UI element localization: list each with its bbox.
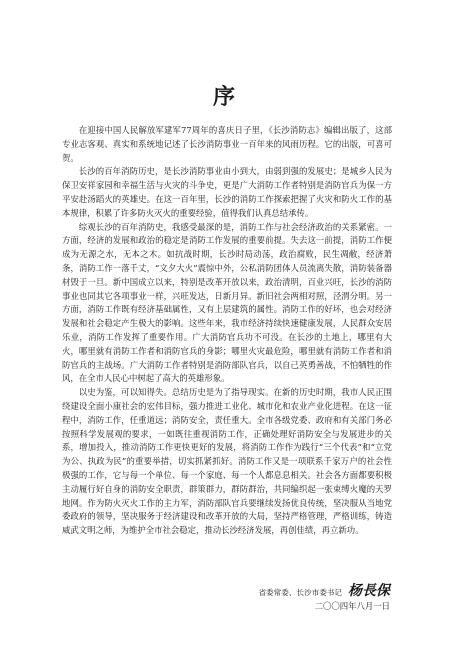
page-title: 序 [212,84,237,110]
preface-body [62,124,392,538]
paragraph: 长沙的百年消防历史，是长沙消防事业由小到大，由弱到强的发展史；是城乡人民为保卫安祥家园和幸福生活与火灾的斗争史，更是广大消防工作者特别是消防官兵为保一方平安赴汤蹈火的英雄史。在这一百年里，长沙的消防工作探索把握了火灾和防火工作的基本规律，积累了许多防火灭火的重要经验，值得我们认真总结承传。 [62,166,392,218]
paragraph: 在迎接中国人民解放军建军77周年的喜庆日子里，《长沙消防志》编辑出版了，这部专业志客观、真实和系统地记述了长沙消防事业一百年来的风雨历程。它的出版，可喜可贺。 [62,125,392,163]
paragraph: 综观长沙的百年消防史，我感受最深的是，消防工作与社会经济政治的关系紧密。一方面，经济的发展和政治的稳定是消防工作发展的重要前提。失去这一前提，消防工作便成为无源之水，无本之木。如抗战时期，长沙时局动荡，政治腐败，民生凋敝，经济萧条，消防工作一落千丈，“文夕大火”震惊中外，公私消防团体人员流离失散，消防装备器材毁于一旦。新中国成立以来，特别是改革开放以来，政治清明，百业兴旺，长沙的消防事业也同其它各项事业一样，兴旺发达，日新月异。新旧社会两相对照，泾渭分明。另一方面，消防工作既有经济基础属性，又有上层建筑的属性。消防工作的好坏，也会对经济发展和社会稳定产生极大的影响。这些年来，我市经济持续快速健康发展，人民群众安居乐业，消防工作发挥了重要作用。广大消防官兵功不可没。在长沙的土地上，哪里有大火，哪里就有消防工作者和消防官兵的身影；哪里火灾最危险，哪里就有消防工作者和消防官兵的主战场。广大消防工作者特别是消防部队官兵，以自己英勇善战，不怕牺牲的作风，在全市人民心中树起了高大的英雄形象。 [62,221,392,384]
signature-block [258,580,390,600]
author-position: 省委常委、长沙市委书记 [258,588,342,597]
date-line: 二〇〇四年八月一日 [314,601,390,611]
author-signature: 杨長保 [348,583,390,599]
paragraph: 以史为鉴，可以知得失。总结历史是为了指导现实。在新的历史时期，我市人民正围绕建设全面小康社会的宏伟目标，强力推进工业化、城市化和农业产业化进程。在这一征程中，消防工作，任重道远；消防安全，责任重大。全市各级党委、政府和有关部门务必按照科学发展观的要求，一如既往重视消防工作，正确处理好消防安全与发展进步的关系，增加投入，推动消防工作更快更好的发展，将消防工作作为践行“三个代表”和“立党为公、执政为民”的重要举措，切实抓紧抓好。消防工作又是一项联系千家万户的社会性极强的工作，它与每一个单位、每一个家庭、每一个人都息息相关。社会各方面都要积极主动履行好自身的消防安全职责，群策群力，群防群治，共同编织起一张束缚火魔的天罗地网。作为防火灭火工作的主力军，消防部队官兵要继续发扬优良传统，坚决服从当地党委政府的领导，坚决服务于经济建设和改革开放的大局，坚持严格管理，严格训练，铸造威武文明之师，为维护全市社会稳定，推动长沙经济发展，再创佳绩，再立新功。 [62,387,392,536]
